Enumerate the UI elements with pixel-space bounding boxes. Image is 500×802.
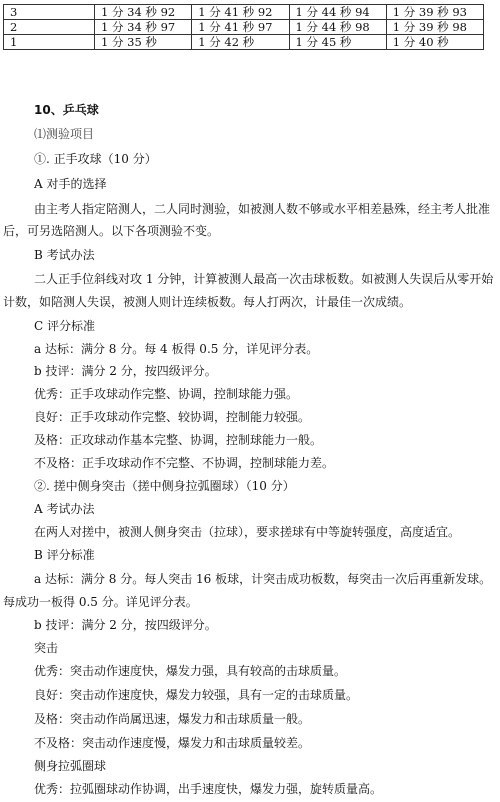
section-title: 10、乒乓球 <box>34 103 99 117</box>
table-cell: 1 分 44 秒 98 <box>289 20 386 35</box>
text-line: 每成功一板得 0.5 分。详见评分表。 <box>3 595 198 609</box>
table-cell: 1 分 34 秒 92 <box>95 5 192 20</box>
text-line: A 对手的选择 <box>34 177 107 191</box>
table-cell: 1 分 44 秒 94 <box>289 5 386 20</box>
text-line: b 技评：满分 2 分，按四级评分。 <box>34 618 217 632</box>
text-line: 突击 <box>34 641 59 655</box>
text-line: 在两人对搓中，被测人侧身突击（拉球），要求搓球有中等旋转强度，高度适宜。 <box>34 525 461 539</box>
text-line: 良好：突击动作速度快，爆发力较强，具有一定的击球质量。 <box>34 688 359 702</box>
table-cell: 1 分 41 秒 92 <box>192 5 289 20</box>
text-line: 不及格：正手攻球动作不完整、不协调，控制球能力差。 <box>34 456 335 470</box>
text-line: B 考试办法 <box>34 248 95 262</box>
table-row <box>4 20 484 35</box>
text-line: 由主考人指定陪测人，二人同时测验，如被测人数不够或水平相差悬殊，经主考人批准 <box>34 202 491 216</box>
text-line: ⑴测验项目 <box>34 127 95 141</box>
table-cell: 1 分 45 秒 <box>289 35 386 50</box>
table-row <box>4 35 484 50</box>
text-line: 优秀：突击动作速度快，爆发力强，具有较高的击球质量。 <box>34 664 347 678</box>
table-cell: 1 分 40 秒 <box>386 35 483 50</box>
text-line: B 评分标准 <box>34 548 95 562</box>
table-cell: 1 <box>4 35 95 50</box>
table-cell: 2 <box>4 20 95 35</box>
table-cell: 1 分 39 秒 98 <box>386 20 483 35</box>
table-cell: 1 分 42 秒 <box>192 35 289 50</box>
text-line: ①. 正手攻球（10 分） <box>34 152 157 166</box>
text-line: 优秀：正手攻球动作完整、协调，控制球能力强。 <box>34 387 299 401</box>
text-line: C 评分标准 <box>34 319 95 333</box>
text-line: a 达标：满分 8 分。每人突击 16 板球，计突击成功板数，每突击一次后再重新发球。 <box>34 572 492 586</box>
text-line: 良好：正手攻球动作完整、较协调，控制能力较强。 <box>34 410 311 424</box>
text-line: 侧身拉弧圈球 <box>34 759 107 773</box>
text-line: 优秀：拉弧圈球动作协调，出手速度快，爆发力强，旋转质量高。 <box>34 782 383 796</box>
table-cell: 1 分 35 秒 <box>95 35 192 50</box>
table-cell: 3 <box>4 5 95 20</box>
text-line: ②. 搓中侧身突击（搓中侧身拉弧圈球）（10 分） <box>34 479 295 493</box>
text-line: A 考试办法 <box>34 502 95 516</box>
text-line: a 达标：满分 8 分。每 4 板得 0.5 分，详见评分表。 <box>34 342 319 356</box>
table-row <box>4 5 484 20</box>
table-cell: 1 分 39 秒 93 <box>386 5 483 20</box>
text-line: 及格：突击动作尚属迅速，爆发力和击球质量一般。 <box>34 712 311 726</box>
table-cell: 1 分 34 秒 97 <box>95 20 192 35</box>
text-line: 二人正手位斜线对攻 1 分钟，计算被测人最高一次击球板数。如被测人失误后从零开始 <box>34 272 494 286</box>
text-line: 不及格：突击动作速度慢，爆发力和击球质量较差。 <box>34 736 311 750</box>
text-line: 后，可另选陪测人。以下各项测验不变。 <box>3 224 220 238</box>
text-line: 计数，如陪测人失误，被测人则计连续板数。每人打两次，计最佳一次成绩。 <box>3 295 412 309</box>
score-table <box>3 4 484 50</box>
text-line: b 技评：满分 2 分，按四级评分。 <box>34 364 217 378</box>
table-cell: 1 分 41 秒 97 <box>192 20 289 35</box>
text-line: 及格：正攻球动作基本完整、协调，控制球能力一般。 <box>34 433 323 447</box>
